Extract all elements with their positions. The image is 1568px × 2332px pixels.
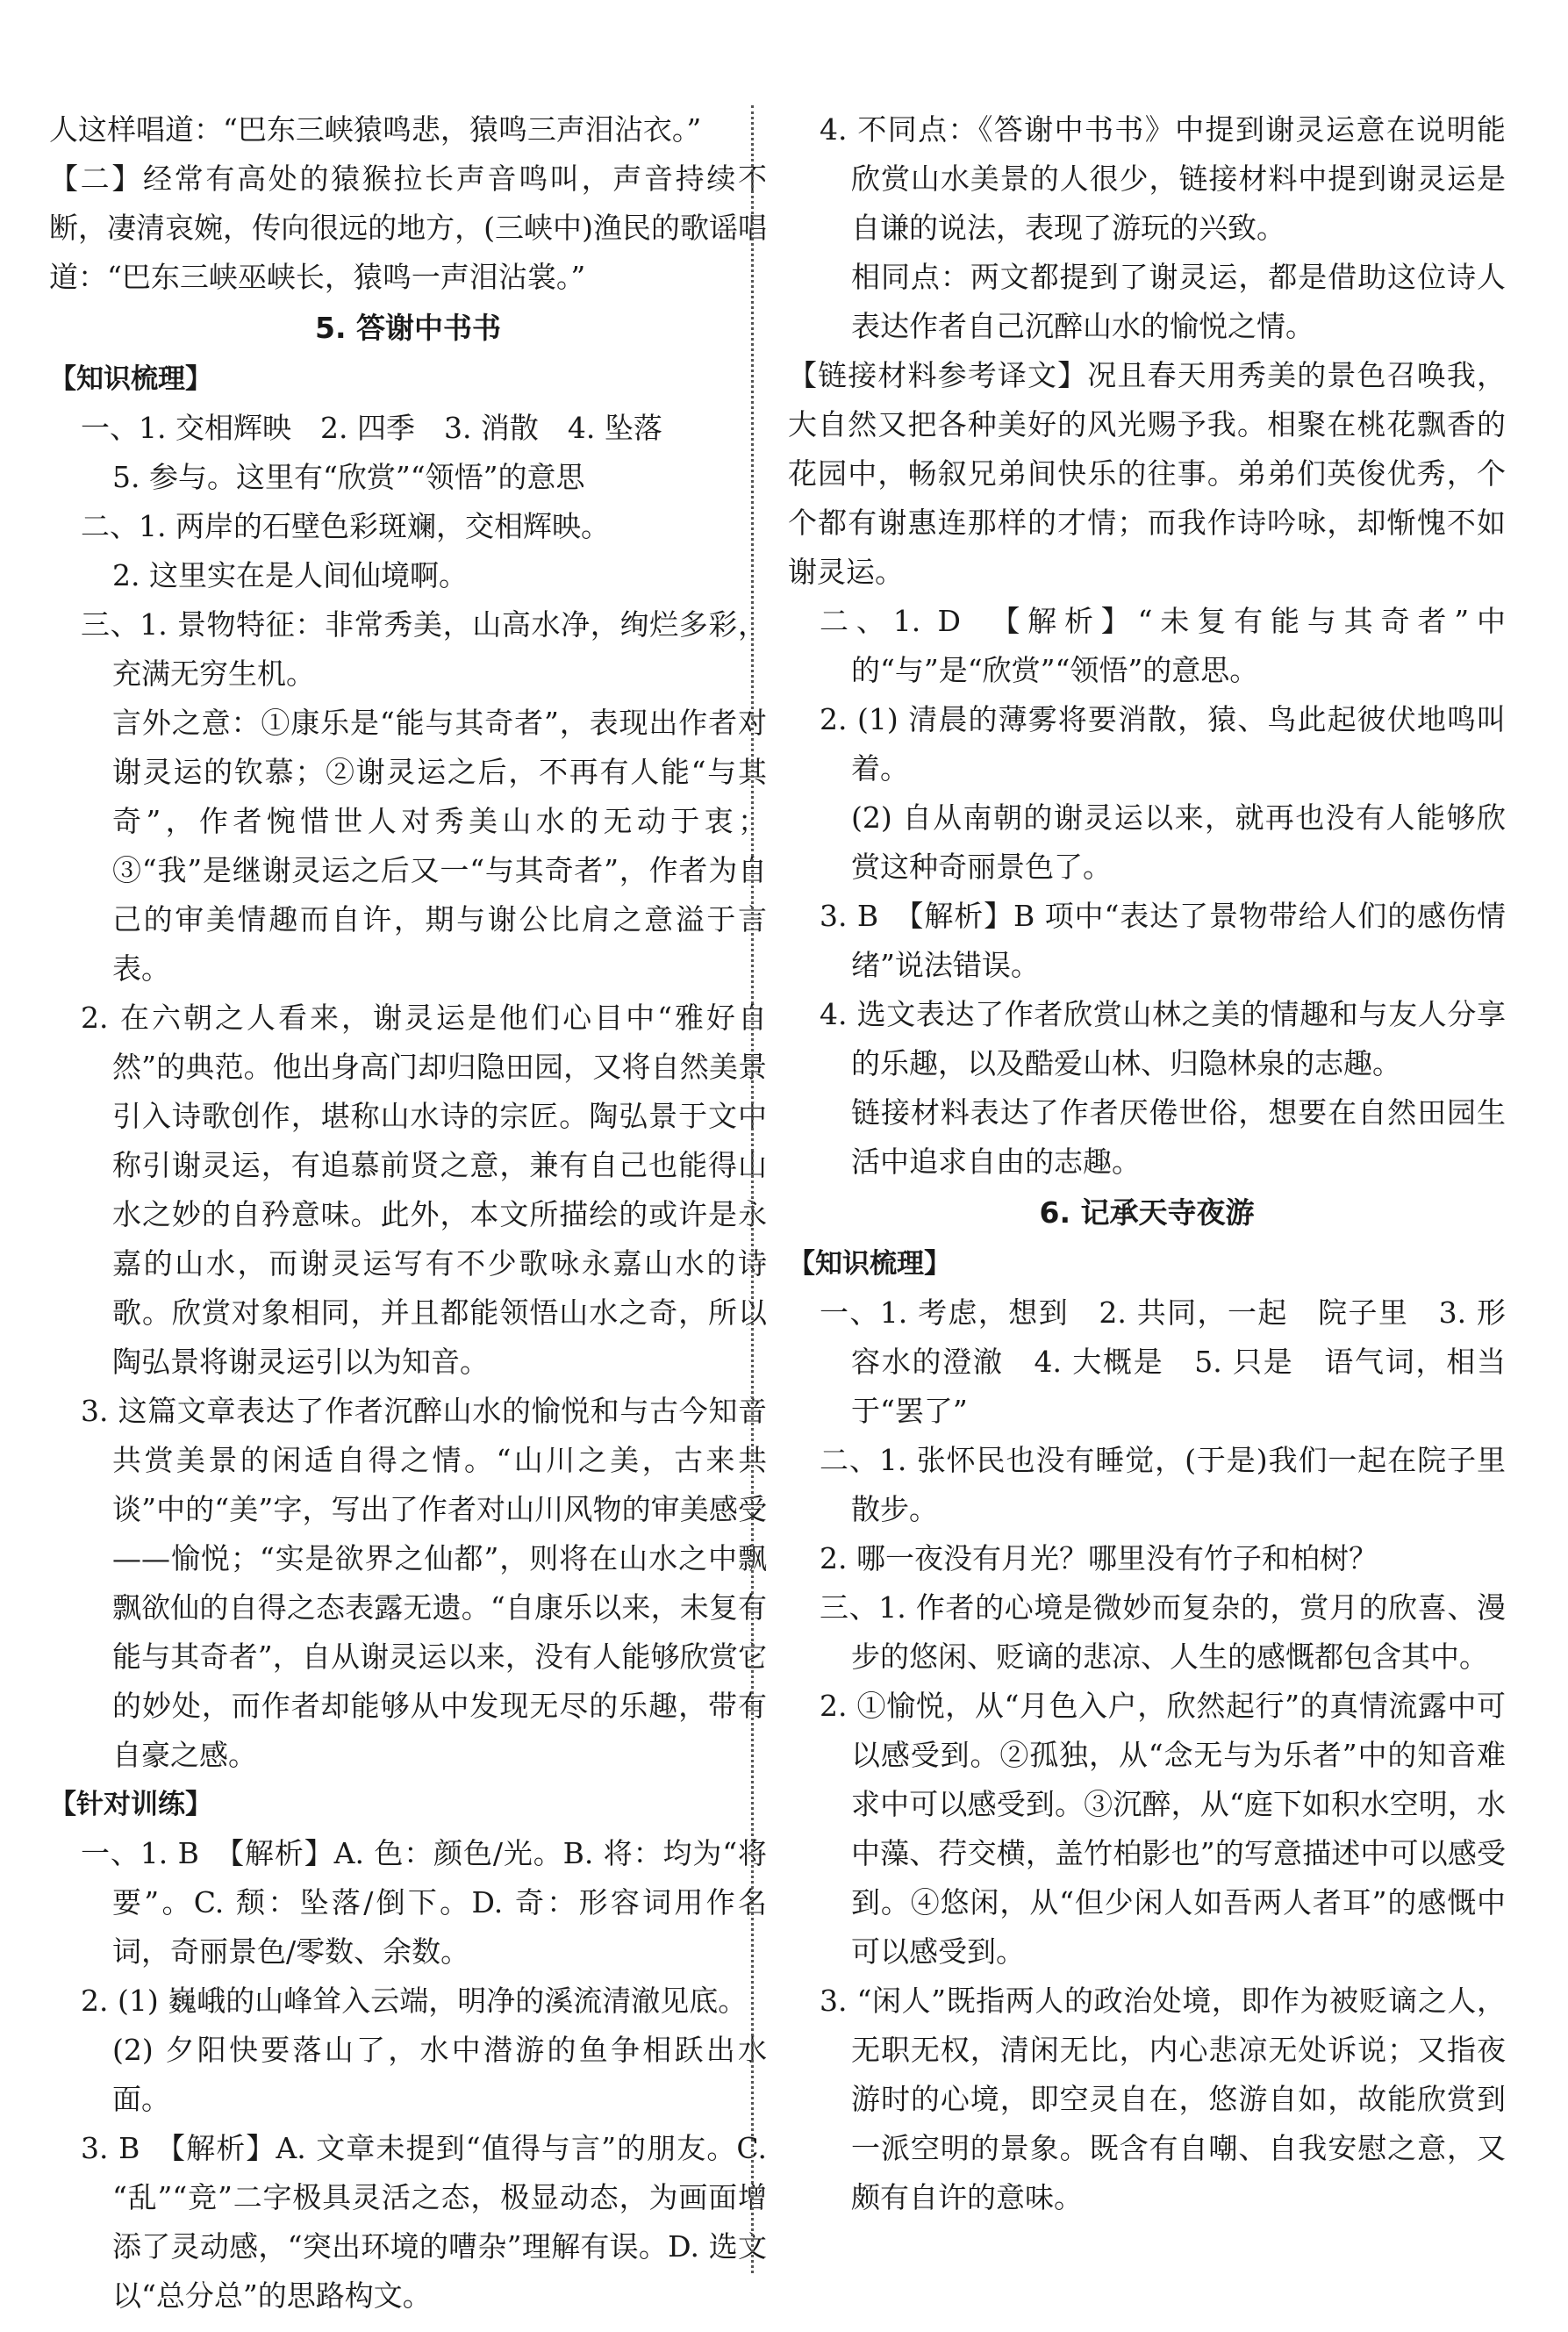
answer-item: 链接材料表达了作者厌倦世俗，想要在自然田园生活中追求自由的志趣。 (851, 1095, 1506, 1179)
answer-item: 2. 这里实在是人间仙境啊。 (112, 558, 468, 592)
answer-item: 三、1. 景物特征：非常秀美，山高水净，绚烂多彩，充满无穷生机。 (81, 607, 767, 691)
translation-paragraph: 【二】经常有高处的猿猴拉长声音鸣叫，声音持续不断，凄清哀婉，传向很远的地方，(三峡中)渔民的歌谣唱道：“巴东三峡巫峡长，猿鸣一声泪沾裳。” (49, 161, 767, 294)
answer-item: 4. 选文表达了作者欣赏山林之美的情趣和与友人分享的乐趣，以及酷爱山林、归隐林泉的志趣。 (820, 997, 1506, 1080)
section-title: 6. 记承天寺夜游 (1039, 1195, 1255, 1230)
left-column (49, 105, 767, 2321)
answer-item: 3. B 【解析】A. 文章未提到“值得与言”的朋友。C. “乱”“竞”二字极具灵活之态，极显动态，为画面增添了灵动感，“突出环境的嘈杂”理解有误。D. 选文以“总分总”的思路构文。 (81, 2131, 767, 2313)
answer-item: 2. (1) 巍峨的山峰耸入云端，明净的溪流清澈见底。 (81, 1984, 748, 2018)
reference-translation: 【链接材料参考译文】况且春天用秀美的景色召唤我，大自然又把各种美好的风光赐予我。相聚在桃花飘香的花园中，畅叙兄弟间快乐的往事。弟弟们英俊优秀，个个都有谢惠连那样的才情；而我作诗吟咏，却惭愧不如谢灵运。 (788, 358, 1506, 589)
answer-item: 相同点：两文都提到了谢灵运，都是借助这位诗人表达作者自己沉醉山水的愉悦之情。 (851, 260, 1506, 343)
section-heading: 【针对训练】 (49, 1789, 212, 1820)
section-heading: 【知识梳理】 (788, 1248, 951, 1280)
answer-item: 2. ①愉悦，从“月色入户，欣然起行”的真情流露中可以感受到。②孤独，从“念无与为乐者”中的知音难求中可以感受到。③沉醉，从“庭下如积水空明，水中藻、荇交横，盖竹柏影也”的写意描述中可以感受到。④悠闲，从“但少闲人如吾两人者耳”的感慨中可以感受到。 (820, 1689, 1506, 1969)
answer-item: 3. B 【解析】B 项中“表达了景物带给人们的感伤情绪”说法错误。 (820, 899, 1506, 982)
answer-item: 2. (1) 清晨的薄雾将要消散，猿、鸟此起彼伏地鸣叫着。 (820, 702, 1506, 786)
answer-item: 一、1. 考虑，想到 2. 共同，一起 院子里 3. 形容水的澄澈 4. 大概是 5. 只是 语气词，相当于“罢了” (820, 1295, 1506, 1428)
answer-item: 2. 在六朝之人看来，谢灵运是他们心目中“雅好自然”的典范。他出身高门却归隐田园，又将自然美景引入诗歌创作，堪称山水诗的宗匠。陶弘景于文中称引谢灵运，有追慕前贤之意，兼有自己也能得山水之妙的自矜意味。此外，本文所描绘的或许是永嘉的山水，而谢灵运写有不少歌咏永嘉山水的诗歌。欣赏对象相同，并且都能领悟山水之奇，所以陶弘景将谢灵运引以为知音。 (81, 1001, 767, 1379)
section-heading: 【知识梳理】 (49, 363, 212, 395)
column-divider (751, 105, 754, 2273)
answer-item: 一、1. B 【解析】A. 色：颜色/光。B. 将：均为“将要”。C. 颓：坠落/倒下。D. 奇：形容词用作名词，奇丽景色/零数、余数。 (81, 1836, 767, 1969)
answer-item: 2. 哪一夜没有月光？哪里没有竹子和柏树？ (820, 1541, 1378, 1575)
answer-item: 三、1. 作者的心境是微妙而复杂的，赏月的欣喜、漫步的悠闲、贬谪的悲凉、人生的感慨都包含其中。 (820, 1590, 1506, 1674)
answer-item: 3. 这篇文章表达了作者沉醉山水的愉悦和与古今知音共赏美景的闲适自得之情。“山川之美，古来共谈”中的“美”字，写出了作者对山川风物的审美感受——愉悦；“实是欲界之仙都”，则将在山水之中飘飘欲仙的自得之态表露无遗。“自康乐以来，未复有能与其奇者”，自从谢灵运以来，没有人能够欣赏它的妙处，而作者却能够从中发现无尽的乐趣，带有自豪之感。 (81, 1394, 767, 1772)
answer-item: 二、1. D 【解析】“未复有能与其奇者”中的“与”是“欣赏”“领悟”的意思。 (820, 604, 1506, 687)
answer-item: 3. “闲人”既指两人的政治处境，即作为被贬谪之人，无职无权，清闲无比，内心悲凉无处诉说；又指夜游时的心境，即空灵自在，悠游自如，故能欣赏到一派空明的景象。既含有自嘲、自我安慰之意，又颇有自许的意味。 (820, 1984, 1506, 2214)
answer-item: 一、1. 交相辉映 2. 四季 3. 消散 4. 坠落 (81, 411, 662, 445)
section-title: 5. 答谢中书书 (315, 311, 501, 345)
right-column (788, 105, 1506, 2222)
text-line: 人这样唱道：“巴东三峡猿鸣悲，猿鸣三声泪沾衣。” (49, 112, 702, 147)
answer-item: 二、1. 两岸的石壁色彩斑斓，交相辉映。 (81, 509, 610, 543)
answer-item: (2) 自从南朝的谢灵运以来，就再也没有人能够欣赏这种奇丽景色了。 (851, 800, 1506, 884)
answer-item: 5. 参与。这里有“欣赏”“领悟”的意思 (112, 460, 585, 494)
answer-item: 二、1. 张怀民也没有睡觉，(于是)我们一起在院子里散步。 (820, 1443, 1506, 1526)
answer-item: 4. 不同点：《答谢中书书》中提到谢灵运意在说明能欣赏山水美景的人很少，链接材料中提到谢灵运是自谦的说法，表现了游玩的兴致。 (820, 112, 1506, 245)
answer-item: 言外之意：①康乐是“能与其奇者”，表现出作者对谢灵运的钦慕；②谢灵运之后，不再有人能“与其奇”，作者惋惜世人对秀美山水的无动于衷；③“我”是继谢灵运之后又一“与其奇者”，作者为自己的审美情趣而自许，期与谢公比肩之意溢于言表。 (112, 706, 767, 986)
answer-item: (2) 夕阳快要落山了，水中潜游的鱼争相跃出水面。 (112, 2033, 767, 2116)
